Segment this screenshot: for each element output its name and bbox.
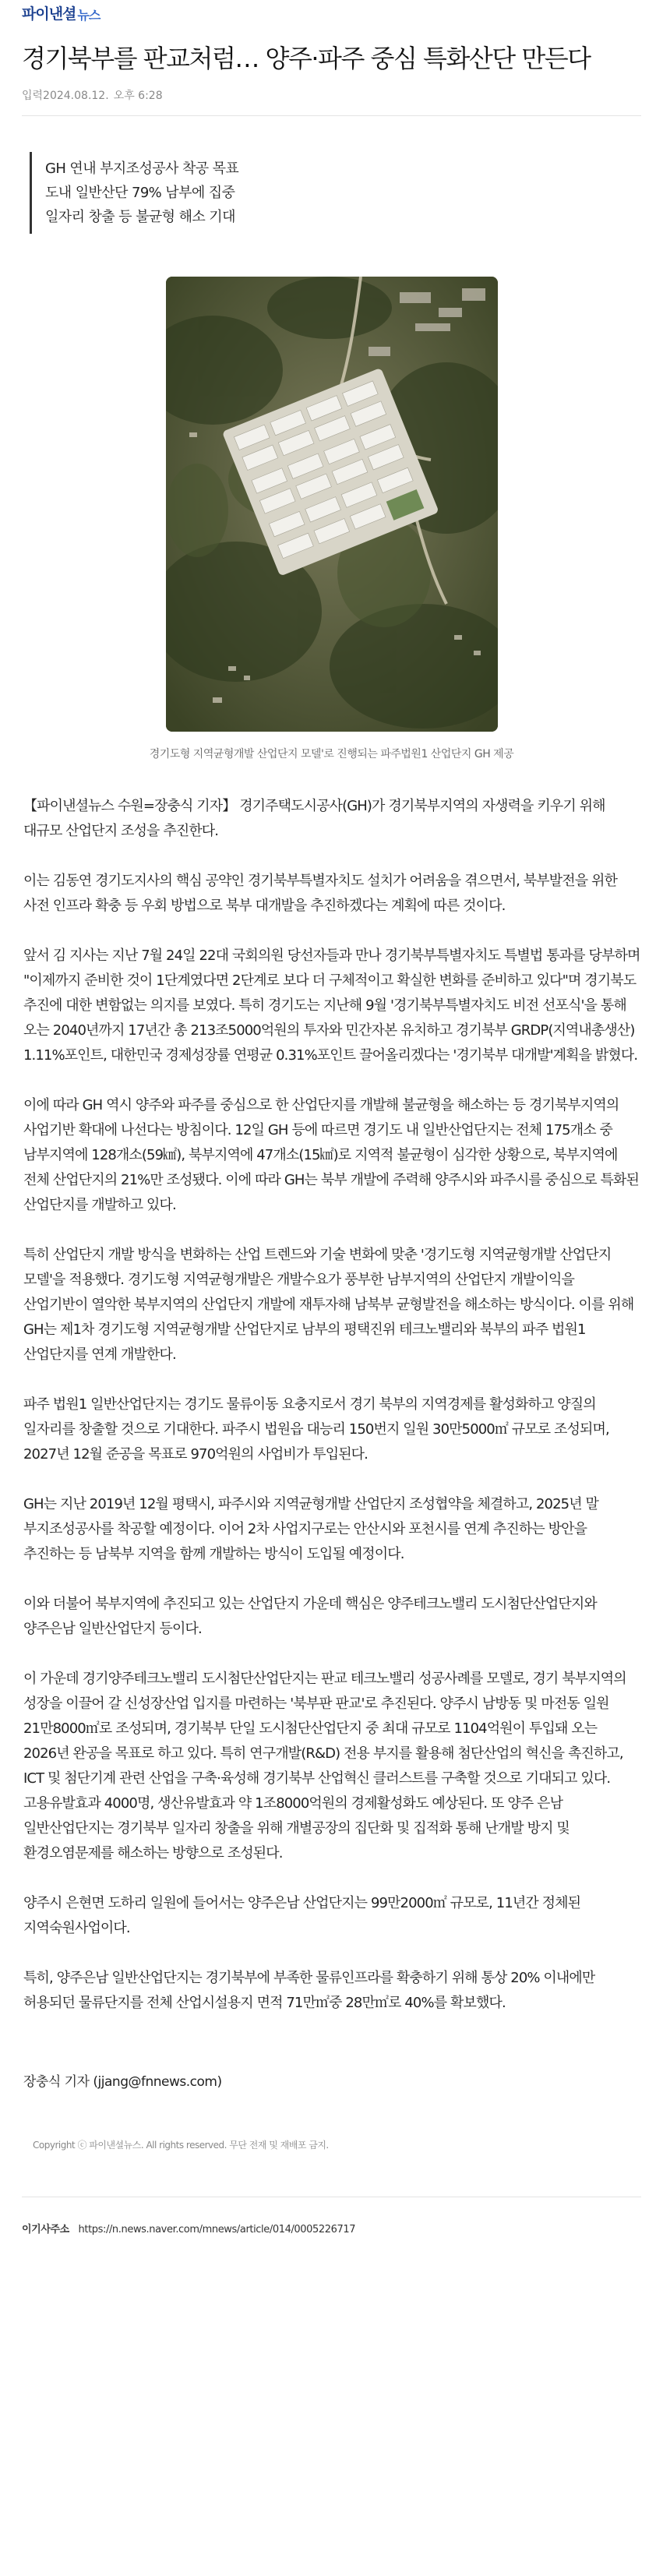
summary-line: 일자리 창출 등 불균형 해소 기대 [45,209,235,225]
article-paragraph: 파주 법원1 일반산업단지는 경기도 물류이동 요충지로서 경기 북부의 지역경제를 활성화하고 양질의 일자리를 창출할 것으로 기대한다. 파주시 법원읍 대능리 150번지 일원 30만5000㎡ 규모로 조성되며, 2027년 12월 준공을 목표로 970억원의 사업비가 투입된다. [23,1396,609,1463]
article-paragraph: GH는 지난 2019년 12월 평택시, 파주시와 지역균형개발 산업단지 조성협약을 체결하고, 2025년 말 부지조성공사를 착공할 예정이다. 이어 2차 사업지구로는 안산시와 포천시를 연계 추진하는 방안을 추진하는 등 남북부 지역을 함께 개발하는 방식이 도입될 예정이다. [23,1496,598,1562]
aerial-photo-image [166,277,498,732]
photo-caption: 경기도형 지역균형개발 산업단지 모델'로 진행되는 파주법원1 산업단지 GH 제공 [149,748,514,760]
press-logo[interactable] [0,0,663,23]
press-logo-main: 파이낸셜 [22,5,76,23]
article-paragraph: 양주시 은현면 도하리 일원에 들어서는 양주은남 산업단지는 99만2000㎡ 규모로, 11년간 정체된 지역숙원사업이다. [23,1895,581,1936]
article-title: 경기북부를 판교처럼… 양주·파주 중심 특화산단 만든다 [22,44,591,73]
article-paragraph: 특히 산업단지 개발 방식을 변화하는 산업 트렌드와 기술 변화에 맞춘 '경기도형 지역균형개발 산업단지 모델'을 적용했다. 경기도형 지역균형개발은 개발수요가 풍부한 남부지역의 산업단지 개발이익을 산업기반이 열악한 북부지역의 산업단지 개발에 재투자해 남북부 균형발전을 해소하는 방식이다. 이를 위해 GH는 제1차 경기도형 지역균형개발 산업단지로 남부의 평택진위 테크노밸리와 북부의 파주 법원1 산업단지를 연계 개발한다. [23,1247,634,1363]
summary-line: GH 연내 부지조성공사 착공 목표 [45,161,239,177]
publish-date: 입력2024.08.12. [22,90,109,102]
press-logo-sub: 뉴스 [77,8,101,23]
article-paragraph: 【파이낸셜뉴스 수원=장충식 기자】 경기주택도시공사(GH)가 경기북부지역의 자생력을 키우기 위해 대규모 산업단지 조성을 추진한다. [23,798,605,839]
reporter-byline: 장충식 기자 (jjang@fnnews.com) [23,2074,222,2090]
article-body [23,794,641,2016]
header-divider [22,115,641,116]
article-source [22,2221,641,2235]
article-paragraph: 앞서 김 지사는 지난 7월 24일 22대 국회의원 당선자들과 만나 경기북부특별자치도 특별법 통과를 당부하며 "이제까지 준비한 것이 1단계였다면 2단계로 보다 더 구체적이고 확실한 변화를 준비하고 있다"며 경기북도 추진에 대한 변함없는 의지를 보였다. 특히 경기도는 지난해 9월 '경기북부특별자치도 비전 선포식'을 통해 오는 2040년까지 17년간 총 213조5000억원의 투자와 민간자본 유치하고 경기북부 GRDP(지역내총생산) 1.11%포인트, 대한민국 경제성장률 연평균 0.31%포인트 끌어올리겠다는 '경기북부 대개발'계획을 밝혔다. [23,947,640,1064]
copyright-notice: Copyright ⓒ 파이낸셜뉴스. All rights reserved. 무단 전재 및 재배포 금지. [33,2140,329,2151]
publish-time: 오후 6:28 [113,90,163,102]
article-paragraph: 이에 따라 GH 역시 양주와 파주를 중심으로 한 산업단지를 개발해 불균형을 해소하는 등 경기북부지역의 사업기반 확대에 나선다는 방침이다. 12일 GH 등에 따르면 경기도 내 일반산업단지는 전체 175개소 중 남부지역에 128개소(59㎢), 북부지역에 47개소(15㎢)로 지역적 불균형이 심각한 상황으로, 북부지역에 전체 산업단지의 21%만 조성됐다. 이에 따라 GH는 북부 개발에 주력해 양주시와 파주시를 중심으로 특화된 산업단지를 개발하고 있다. [23,1097,640,1213]
aerial-photo[interactable] [166,277,498,732]
source-url-link[interactable]: https://n.news.naver.com/mnews/article/014/0005226717 [78,2224,356,2235]
article-summary [30,152,641,234]
article-paragraph: 이와 더불어 북부지역에 추진되고 있는 산업단지 가운데 핵심은 양주테크노밸리 도시첨단산업단지와 양주은남 일반산업단지 등이다. [23,1596,597,1637]
article-meta [22,87,641,103]
summary-line: 도내 일반산단 79% 남부에 집중 [45,185,235,201]
article-paragraph: 이는 김동연 경기도지사의 핵심 공약인 경기북부특별자치도 설치가 어려움을 겪으면서, 북부발전을 위한 사전 인프라 확충 등 우회 방법으로 북부 대개발을 추진하겠다는 계획에 따른 것이다. [23,873,618,914]
article-paragraph: 이 가운데 경기양주테크노밸리 도시첨단산업단지는 판교 테크노밸리 성공사례를 모델로, 경기 북부지역의 성장을 이끌어 갈 신성장산업 입지를 마련하는 '북부판 판교'로 추진된다. 양주시 남방동 및 마전동 일원 21만8000㎡로 조성되며, 경기북부 단일 도시첨단산업단지 중 최대 규모로 1104억원이 투입돼 오는 2026년 완공을 목표로 하고 있다. 특히 연구개발(R&D) 전용 부지를 활용해 첨단산업의 혁신을 촉진하고, ICT 및 첨단기계 관련 산업을 구축·육성해 경기북부 산업혁신 클러스트를 구축할 것으로 기대되고 있다. 고용유발효과 4000명, 생산유발효과 약 1조8000억원의 경제활성화도 예상된다. 또 양주 은남 일반산업단지는 경기북부 일자리 창출을 위해 개별공장의 집단화 및 집적화 통해 난개발 방지 및 환경오염문제를 해소하는 방향으로 조성된다. [23,1671,626,1861]
article-photo-block [149,277,514,761]
source-label: 이기사주소 [22,2224,69,2235]
article-paragraph: 특히, 양주은남 일반산업단지는 경기북부에 부족한 물류인프라를 확충하기 위해 통상 20% 이내에만 허용되던 물류단지를 전체 산업시설용지 면적 71만㎡중 28만㎡로 40%를 확보했다. [23,1970,595,2011]
